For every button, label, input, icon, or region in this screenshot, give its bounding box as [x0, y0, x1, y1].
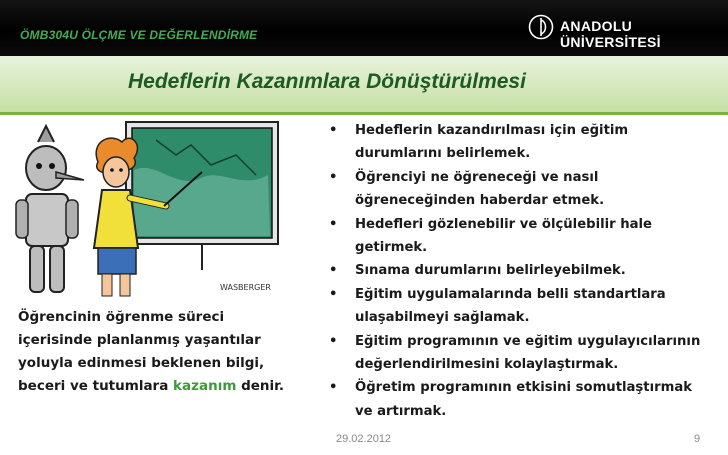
bullet-line: Eğitim uygulamalarında belli standartlara: [355, 286, 666, 302]
bullet-item: [326, 376, 726, 423]
course-code: ÖMB304U ÖLÇME VE DEĞERLENDİRME: [20, 28, 258, 42]
anadolu-logo-icon: [528, 14, 554, 40]
bullet-item: [326, 259, 726, 282]
teacher-and-robot-cartoon: [6, 120, 306, 302]
bullet-icon: •: [329, 123, 338, 138]
bullet-item: [326, 166, 726, 213]
bullet-item: [326, 119, 726, 166]
bullet-icon: •: [329, 380, 338, 396]
definition-line-3: yoluyla edinmesi beklenen bilgi,: [18, 355, 265, 371]
bullet-line: değerlendirilmesini kolaylaştırmak.: [355, 357, 619, 373]
artist-signature: WASBERGER: [220, 283, 271, 292]
definition-line-2: içerisinde planlanmış yaşantılar: [18, 332, 261, 348]
bullet-icon: •: [329, 169, 338, 185]
definition-text-after: denir.: [236, 378, 285, 394]
bullet-line: ulaşabilmeyi sağlamak.: [355, 310, 530, 326]
bullet-line: Hedeflerin kazandırılması için eğitim: [355, 123, 629, 138]
bullet-item: [326, 330, 726, 377]
bullet-icon: •: [329, 216, 338, 232]
bullet-line: Sınama durumlarını belirleyebilmek.: [355, 263, 626, 279]
bullet-line: getirmek.: [355, 240, 428, 256]
bullet-line: Öğretim programının etkisini somutlaştırmak: [355, 380, 693, 396]
bullet-line: öğreneceğinden haberdar etmek.: [355, 193, 605, 209]
bullet-line: ve artırmak.: [355, 403, 447, 419]
definition-line-1: Öğrencinin öğrenme süreci: [18, 309, 225, 325]
bullet-line: Öğrenciyi ne öğreneceği ve nasıl: [355, 169, 599, 185]
slide-title: Hedeflerin Kazanımlara Dönüştürülmesi: [128, 70, 526, 93]
definition-paragraph: [18, 306, 318, 398]
university-name: ANADOLU ÜNİVERSİTESİ: [560, 18, 661, 50]
bullet-item: [326, 213, 726, 260]
bullet-line: durumlarını belirlemek.: [355, 146, 531, 162]
definition-line-4: [18, 375, 318, 398]
highlight-kazanim: kazanım: [173, 378, 237, 394]
bullet-line: Eğitim programının ve eğitim uygulayıcılarının: [355, 333, 701, 349]
bullet-icon: •: [329, 333, 338, 349]
slide-date: 29.02.2012: [336, 433, 392, 445]
bullet-line: Hedefleri gözlenebilir ve ölçülebilir hale: [355, 216, 652, 232]
bullet-icon: •: [329, 286, 338, 302]
slide-number: 9: [694, 433, 701, 445]
bullet-item: [326, 283, 726, 330]
definition-text-before: beceri ve tutumlara: [18, 378, 174, 394]
bullet-icon: •: [329, 263, 338, 279]
goals-bullet-list: [326, 119, 726, 423]
